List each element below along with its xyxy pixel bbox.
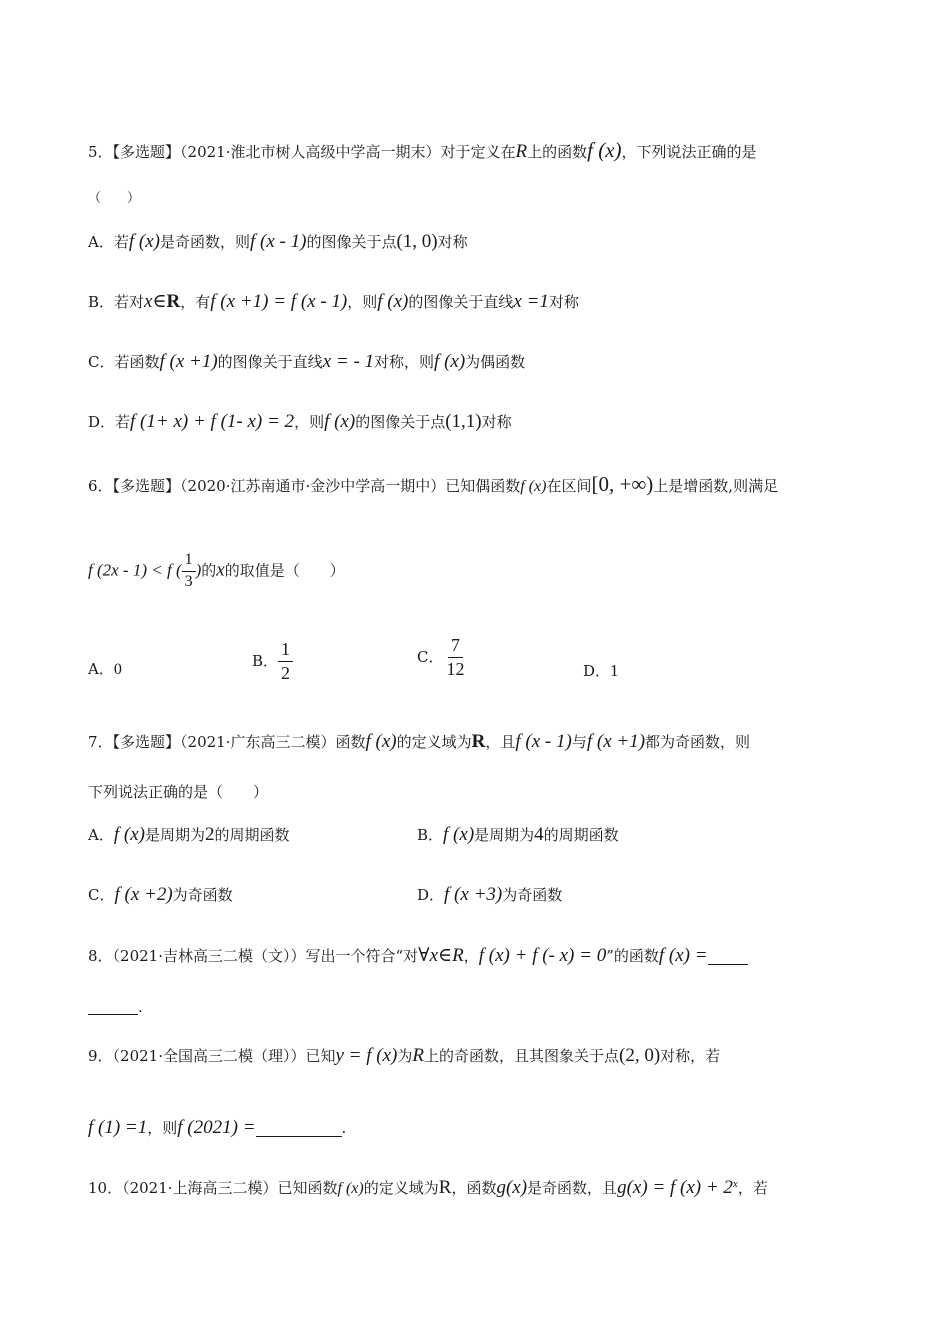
option-text: 为奇函数 [172, 886, 233, 904]
q7-option-a [88, 825, 290, 844]
q6-stem-text-e: 的取值是（ ） [224, 561, 345, 580]
q7-option-b [417, 825, 619, 844]
q10-stem-text-e: ，若 [737, 1179, 768, 1197]
math-expr: f (x) [337, 1180, 364, 1197]
q6-stem-text-d: 的 [201, 561, 217, 580]
math-expr: f (x) [443, 824, 475, 845]
option-text: 的周期函数 [543, 826, 619, 844]
q8-answer-blank-part2[interactable] [88, 1014, 138, 1015]
math-inequality-right: ) [195, 560, 202, 580]
math-expr: g(x) = f (x) + 2 [617, 1177, 733, 1198]
q6-stem-text: 6．【多选题】（2020·江苏南通市·金沙中学高一期中）已知偶函数 [88, 477, 521, 495]
option-label: D． [583, 662, 611, 680]
math-expr: f (1) =1 [88, 1117, 148, 1138]
option-text: 的图像关于直线 [217, 353, 323, 371]
math-fraction-one-third [182, 552, 196, 591]
option-text: ，则 [347, 293, 378, 311]
math-expr: x = - 1 [322, 351, 375, 372]
q8-stem-text-b: ， [463, 947, 479, 965]
math-expr: f (x +2) [114, 884, 173, 905]
math-expr: (2, 0) [619, 1045, 661, 1066]
option-label: A．若 [88, 233, 129, 251]
option-text: 的图像关于点 [306, 233, 397, 251]
q7-stem-line2: 下列说法正确的是（ ） [88, 783, 269, 801]
math-expr: (1,1) [445, 411, 482, 432]
option-value: 0 [113, 661, 122, 678]
q8-answer-blank-part1[interactable] [708, 964, 748, 965]
q9-answer-blank[interactable] [256, 1136, 342, 1137]
math-expr: f (x +1) [159, 351, 218, 372]
option-label: C． [88, 886, 115, 904]
math-R: R [438, 1177, 452, 1198]
math-expr: f (1+ x) + f (1- x) = 2 [130, 411, 295, 432]
math-expr: x =1 [513, 291, 549, 312]
q10-stem-text-d: 是奇函数，且 [527, 1179, 618, 1197]
option-text: 为偶函数 [465, 353, 526, 371]
q9-stem-text-c: 上的奇函数，且其图象关于点 [424, 1047, 620, 1065]
q7-option-c [88, 885, 233, 904]
q6-option-d [583, 662, 619, 679]
q9-stem-text-e: ，则 [147, 1119, 178, 1137]
option-text: 的图像关于直线 [408, 293, 514, 311]
math-expr: f (x) [128, 231, 160, 252]
q5-answer-paren: （ ） [88, 191, 141, 206]
q10-stem [88, 1178, 768, 1197]
option-text: 对称 [437, 233, 468, 251]
option-text: 的图像关于点 [355, 413, 446, 431]
q7-stem-text-e: 都为奇函数，则 [645, 733, 751, 751]
q5-stem-text: 5．【多选题】（2021·淮北市树人高级中学高一期末）对于定义在 [88, 143, 516, 161]
option-text: 的周期函数 [214, 826, 290, 844]
q5-stem [88, 140, 757, 161]
math-expr: f (x) + f (- x) = 0 [478, 945, 607, 966]
q10-stem-text-b: 的定义域为 [363, 1179, 439, 1197]
math-expr: f (x) [113, 824, 145, 845]
fraction-denominator: 2 [281, 662, 291, 683]
math-expr: f (x) [365, 731, 397, 752]
math-expr: ∀x∈R [418, 945, 464, 966]
option-label: D．若 [88, 413, 131, 431]
q6-stem [88, 474, 778, 495]
q9-stem-text-d: 对称，若 [660, 1047, 721, 1065]
option-label: B． [417, 826, 444, 844]
q7-stem [88, 732, 750, 751]
math-inequality-left: f (2x - 1) < f ( [88, 560, 182, 580]
math-expr: f (x) [377, 291, 409, 312]
q9-stem [88, 1046, 720, 1065]
option-value: 1 [610, 661, 619, 680]
math-expr: x∈ [144, 291, 167, 312]
math-R: R [515, 141, 528, 162]
option-text: 是周期为 [474, 826, 535, 844]
q10-stem-text: 10．（2021·上海高三二模）已知函数 [88, 1179, 338, 1197]
math-fx: f (x) [587, 138, 622, 162]
q7-stem-text: 7．【多选题】（2021·广东高三二模）函数 [88, 733, 366, 751]
q6-stem-text-b: 在区间 [546, 477, 592, 495]
q6-inequality-line [88, 552, 345, 591]
option-label: B．若对 [88, 293, 145, 311]
q5-option-c [88, 352, 525, 371]
option-text: 是周期为 [144, 826, 205, 844]
math-expr: (1, 0) [396, 231, 438, 252]
q8-period: . [138, 998, 143, 1016]
q8-stem [88, 946, 748, 965]
math-fx: f (x) [520, 478, 547, 495]
math-expr: f (x +1) [586, 731, 646, 752]
q8-answer-line2 [88, 1000, 143, 1015]
option-label: A． [88, 826, 114, 844]
math-number: 2 [204, 824, 215, 845]
math-expr: g(x) [496, 1177, 528, 1198]
fraction-numerator: 7 [448, 636, 463, 658]
option-text: 为奇函数 [502, 886, 563, 904]
q10-stem-text-c: ，函数 [451, 1179, 497, 1197]
math-number: 4 [534, 824, 544, 845]
math-fraction-seven-twelfths [443, 636, 467, 679]
fraction-numerator: 1 [182, 552, 196, 572]
fraction-numerator: 1 [278, 640, 293, 662]
math-expr: f (x) = [658, 945, 708, 966]
math-R-bold: R [471, 731, 486, 752]
option-label: C． [417, 647, 444, 666]
option-text: ，有 [180, 293, 211, 311]
math-x: x [216, 559, 225, 581]
math-expr: f (x) [324, 411, 356, 432]
option-text: 是奇函数，则 [159, 233, 250, 251]
q8-stem-text-c: ”的函数 [606, 947, 659, 965]
q9-period: . [341, 1119, 347, 1137]
q9-stem-line2 [88, 1118, 346, 1137]
fraction-denominator: 3 [184, 572, 193, 590]
math-expr: y = f (x) [335, 1045, 398, 1066]
q6-option-c [417, 636, 467, 679]
q5-option-a [88, 232, 468, 251]
q7-stem-text-c: ，且 [485, 733, 516, 751]
q8-stem-text: 8．（2021·吉林高三二模（文））写出一个符合“对 [88, 947, 419, 965]
math-expr: f (x - 1) [249, 231, 307, 252]
math-interval: [0, +∞) [591, 472, 654, 496]
q7-stem-text-b: 的定义域为 [396, 733, 472, 751]
math-expr: f (x +3) [444, 884, 503, 905]
q7-stem-text-d: 与 [571, 733, 587, 751]
option-label: C．若函数 [88, 353, 160, 371]
q6-option-a [88, 662, 122, 678]
fraction-denominator: 12 [446, 658, 465, 679]
option-text: 对称 [481, 413, 512, 431]
q5-stem-text-b: 上的函数 [527, 143, 588, 161]
math-R-bold: R [166, 291, 181, 312]
q5-stem-text-c: ，下列说法正确的是 [621, 143, 757, 161]
q7-option-d [417, 885, 562, 904]
option-label: B． [252, 651, 279, 670]
q5-option-d [88, 412, 512, 431]
q9-stem-text-b: 为 [397, 1047, 413, 1065]
math-R: R [412, 1045, 424, 1066]
option-text: 对称 [548, 293, 579, 311]
q9-stem-text: 9．（2021·全国高三二模（理））已知 [88, 1047, 336, 1065]
option-label: D． [417, 886, 445, 904]
math-fraction-one-half [278, 640, 293, 683]
q6-option-b [252, 640, 293, 683]
option-label: A． [88, 660, 114, 678]
math-expr: f (x +1) = f (x - 1) [210, 291, 348, 312]
q5-option-b [88, 292, 579, 311]
math-expr: f (x) [434, 351, 466, 372]
option-text: ，则 [294, 413, 325, 431]
math-expr: f (2021) = [177, 1117, 256, 1138]
q6-stem-text-c: 上是增函数,则满足 [653, 477, 779, 495]
option-text: 对称，则 [374, 353, 435, 371]
math-expr: f (x - 1) [515, 731, 572, 752]
math-superscript: x [732, 1178, 738, 1190]
